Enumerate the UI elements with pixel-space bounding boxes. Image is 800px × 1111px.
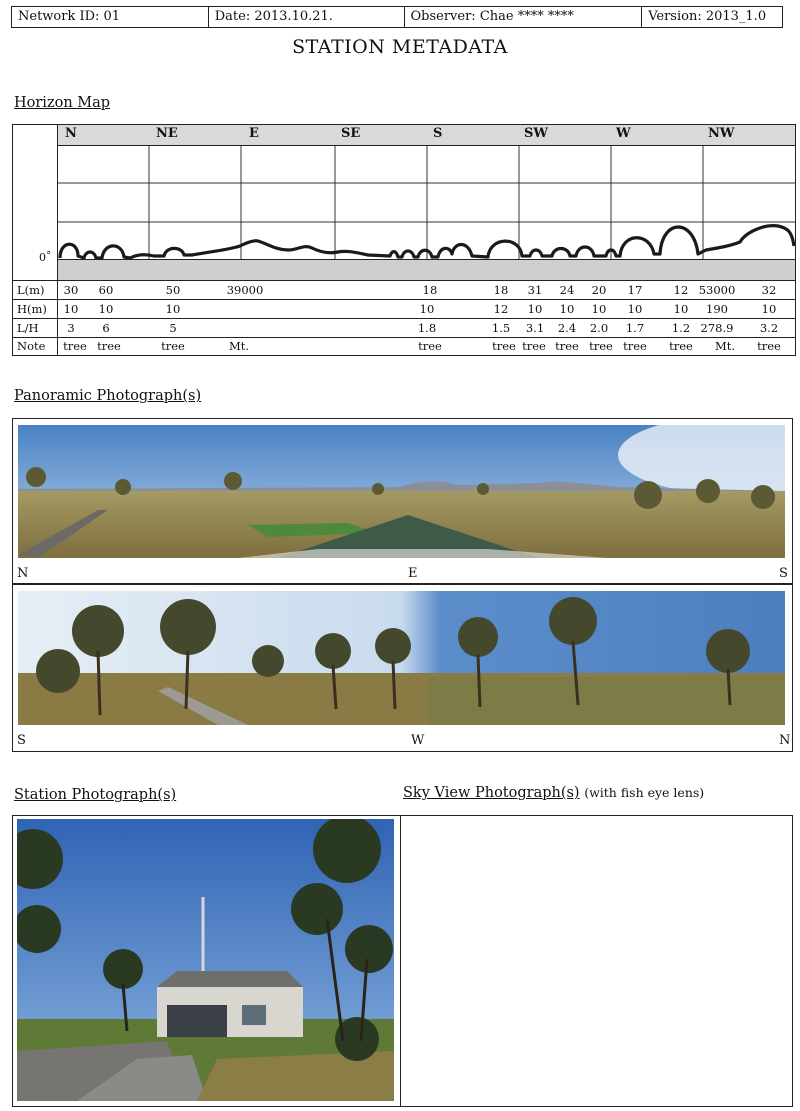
cell-note: tree: [522, 339, 546, 353]
header-bar: [11, 6, 783, 28]
cell-lh: 2.4: [557, 321, 577, 335]
panorama-image-2: [18, 591, 785, 725]
cell-lh: 6: [102, 321, 110, 335]
page-title: STATION METADATA: [292, 36, 508, 58]
cell-lh: 1.5: [491, 321, 511, 335]
cell-l: 39000: [226, 283, 264, 297]
direction-header: [58, 125, 795, 146]
station-heading: Station Photograph(s): [14, 787, 177, 803]
cell-note: tree: [623, 339, 647, 353]
cell-l: 60: [98, 283, 114, 297]
pano2-label-w: W: [411, 733, 425, 748]
panoramic-heading: Panoramic Photograph(s): [14, 388, 202, 404]
date-field: Date: 2013.10.21.: [209, 7, 405, 27]
horizon-profile-plot: [58, 146, 795, 259]
cell-l: 12: [673, 283, 689, 297]
cell-h: 190: [706, 302, 728, 316]
cell-lh: 5: [169, 321, 177, 335]
panorama-strip-1: [12, 418, 793, 584]
cell-note: tree: [492, 339, 516, 353]
cell-note: tree: [757, 339, 781, 353]
row-label-l: L(m): [17, 283, 45, 297]
horizon-map-table: [12, 124, 796, 356]
cell-l: 17: [627, 283, 643, 297]
cell-note: tree: [589, 339, 613, 353]
cell-note: tree: [63, 339, 87, 353]
dir-s: S: [433, 126, 443, 141]
cell-note: tree: [418, 339, 442, 353]
cell-l: 24: [559, 283, 575, 297]
dir-e: E: [249, 126, 259, 141]
cell-lh: 1.8: [417, 321, 437, 335]
cell-h: 10: [673, 302, 689, 316]
dir-se: SE: [341, 126, 361, 141]
dir-sw: SW: [524, 126, 548, 141]
cell-note: tree: [97, 339, 121, 353]
horizon-baseline-band: [58, 259, 795, 280]
cell-l: 18: [493, 283, 509, 297]
cell-lh: 2.0: [589, 321, 609, 335]
cell-h: 10: [761, 302, 777, 316]
row-label-lh: L/H: [17, 321, 39, 335]
network-id: Network ID: 01: [12, 7, 209, 27]
pano2-label-n: N: [779, 733, 791, 748]
pano2-label-s: S: [17, 733, 26, 748]
cell-h: 10: [527, 302, 543, 316]
dir-ne: NE: [156, 126, 178, 141]
sky-heading-group: [403, 785, 704, 801]
cell-note: Mt.: [714, 339, 736, 353]
row-label-h: H(m): [17, 302, 47, 316]
cell-h: 10: [419, 302, 435, 316]
panorama-strip-2: [12, 584, 793, 752]
pano1-label-n: N: [17, 566, 29, 581]
dir-w: W: [616, 126, 631, 141]
horizon-map-heading: Horizon Map: [14, 95, 111, 111]
observer-field: Observer: Chae **** ****: [405, 7, 643, 27]
dir-n: N: [65, 126, 77, 141]
cell-l: 53000: [698, 283, 736, 297]
cell-note: tree: [669, 339, 693, 353]
cell-l: 30: [63, 283, 79, 297]
cell-note: tree: [161, 339, 185, 353]
station-photo: [17, 819, 394, 1101]
cell-l: 32: [761, 283, 777, 297]
row-label-note: Note: [17, 339, 46, 353]
cell-lh: 1.7: [625, 321, 645, 335]
cell-l: 50: [165, 283, 181, 297]
cell-lh: 3.1: [525, 321, 545, 335]
cell-h: 12: [493, 302, 509, 316]
cell-lh: 3: [67, 321, 75, 335]
cell-lh: 1.2: [671, 321, 691, 335]
cell-h: 10: [165, 302, 181, 316]
sky-note: (with fish eye lens): [584, 785, 705, 800]
pano1-label-s: S: [779, 566, 788, 581]
cell-h: 10: [627, 302, 643, 316]
cell-l: 31: [527, 283, 543, 297]
cell-l: 18: [422, 283, 438, 297]
cell-h: 10: [559, 302, 575, 316]
zero-degree-label: 0˚: [39, 251, 52, 264]
cell-l: 20: [591, 283, 607, 297]
cell-note: Mt.: [228, 339, 250, 353]
cell-lh: 3.2: [759, 321, 779, 335]
panorama-image-1: [18, 425, 785, 558]
cell-lh: 278.9: [700, 321, 734, 335]
cell-h: 10: [591, 302, 607, 316]
dir-nw: NW: [708, 126, 735, 141]
cell-h: 10: [98, 302, 114, 316]
cell-h: 10: [63, 302, 79, 316]
cell-note: tree: [555, 339, 579, 353]
sky-heading: Sky View Photograph(s): [403, 785, 580, 801]
version-field: Version: 2013_1.0: [648, 9, 767, 24]
pano1-label-e: E: [408, 566, 418, 581]
